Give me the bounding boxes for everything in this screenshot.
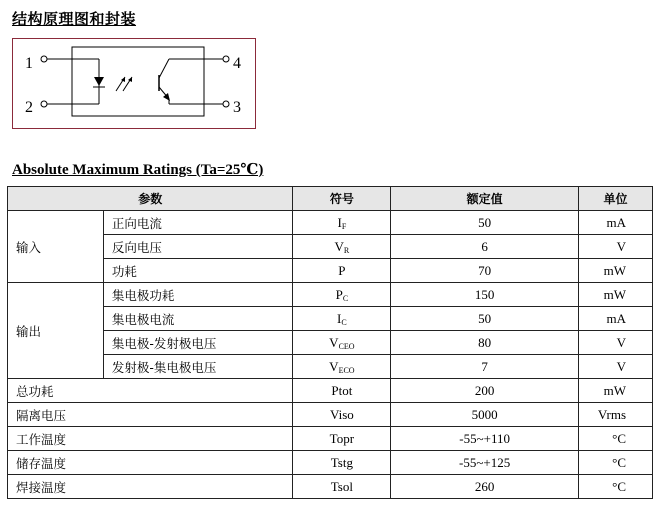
table-header-row [8,187,653,211]
header-symbol: 符号 [293,187,391,211]
row-value: 150 [391,283,579,307]
row-value: 50 [391,211,579,235]
row-value: 7 [391,355,579,379]
table-row [8,283,653,307]
pin-label-3: 3 [233,99,241,116]
row-symbol: Tstg [293,451,391,475]
table-row [8,307,653,331]
row-value: 200 [391,379,579,403]
row-symbol: $V_{ECO}$ [293,355,391,379]
table-row [8,451,653,475]
header-rated: 额定值 [391,187,579,211]
table-row [8,211,653,235]
row-value: 70 [391,259,579,283]
table-row [8,427,653,451]
row-unit: mW [579,379,653,403]
optocoupler-diagram [12,38,256,129]
row-unit: °C [579,427,653,451]
row-unit: mW [579,259,653,283]
table-row [8,235,653,259]
row-value: 260 [391,475,579,499]
table-row [8,475,653,499]
table-row [8,331,653,355]
row-unit: V [579,331,653,355]
row-label: 储存温度 [8,451,293,475]
row-symbol: $I_C$ [293,307,391,331]
row-label: 集电极功耗 [103,283,293,307]
row-label: 集电极电流 [103,307,293,331]
row-value: 5000 [391,403,579,427]
row-value: 50 [391,307,579,331]
optocoupler-schematic [13,39,255,128]
pin-label-2: 2 [25,99,33,116]
row-label: 功耗 [103,259,293,283]
row-unit: °C [579,475,653,499]
row-unit: °C [579,451,653,475]
row-unit: V [579,355,653,379]
row-label: 总功耗 [8,379,293,403]
header-unit: 单位 [579,187,653,211]
row-symbol: Ptot [293,379,391,403]
row-unit: Vrms [579,403,653,427]
row-label: 正向电流 [103,211,293,235]
row-symbol: $P_C$ [293,283,391,307]
table-row [8,379,653,403]
row-label: 发射极-集电极电压 [103,355,293,379]
row-unit: mA [579,307,653,331]
group-output: 输出 [8,283,104,379]
row-symbol: $V_R$ [293,235,391,259]
row-value: -55~+110 [391,427,579,451]
row-label: 集电极-发射极电压 [103,331,293,355]
group-input: 输入 [8,211,104,283]
row-symbol: Viso [293,403,391,427]
header-param: 参数 [8,187,293,211]
pin-label-4: 4 [233,55,241,72]
row-symbol: $I_F$ [293,211,391,235]
row-symbol: Topr [293,427,391,451]
ratings-table [7,186,653,499]
pin-label-1: 1 [25,55,33,72]
row-value: 80 [391,331,579,355]
row-label: 反向电压 [103,235,293,259]
section-title-ratings: Absolute Maximum Ratings (Ta=25℃) [12,162,264,178]
row-unit: V [579,235,653,259]
row-value: -55~+125 [391,451,579,475]
row-label: 焊接温度 [8,475,293,499]
section-title-structure: 结构原理图和封装 [12,10,137,28]
row-label: 工作温度 [8,427,293,451]
row-unit: mW [579,283,653,307]
row-unit: mA [579,211,653,235]
table-row [8,259,653,283]
row-symbol: $V_{CEO}$ [293,331,391,355]
table-row [8,355,653,379]
row-label: 隔离电压 [8,403,293,427]
row-symbol: P [293,259,391,283]
table-row [8,403,653,427]
row-symbol: Tsol [293,475,391,499]
row-value: 6 [391,235,579,259]
